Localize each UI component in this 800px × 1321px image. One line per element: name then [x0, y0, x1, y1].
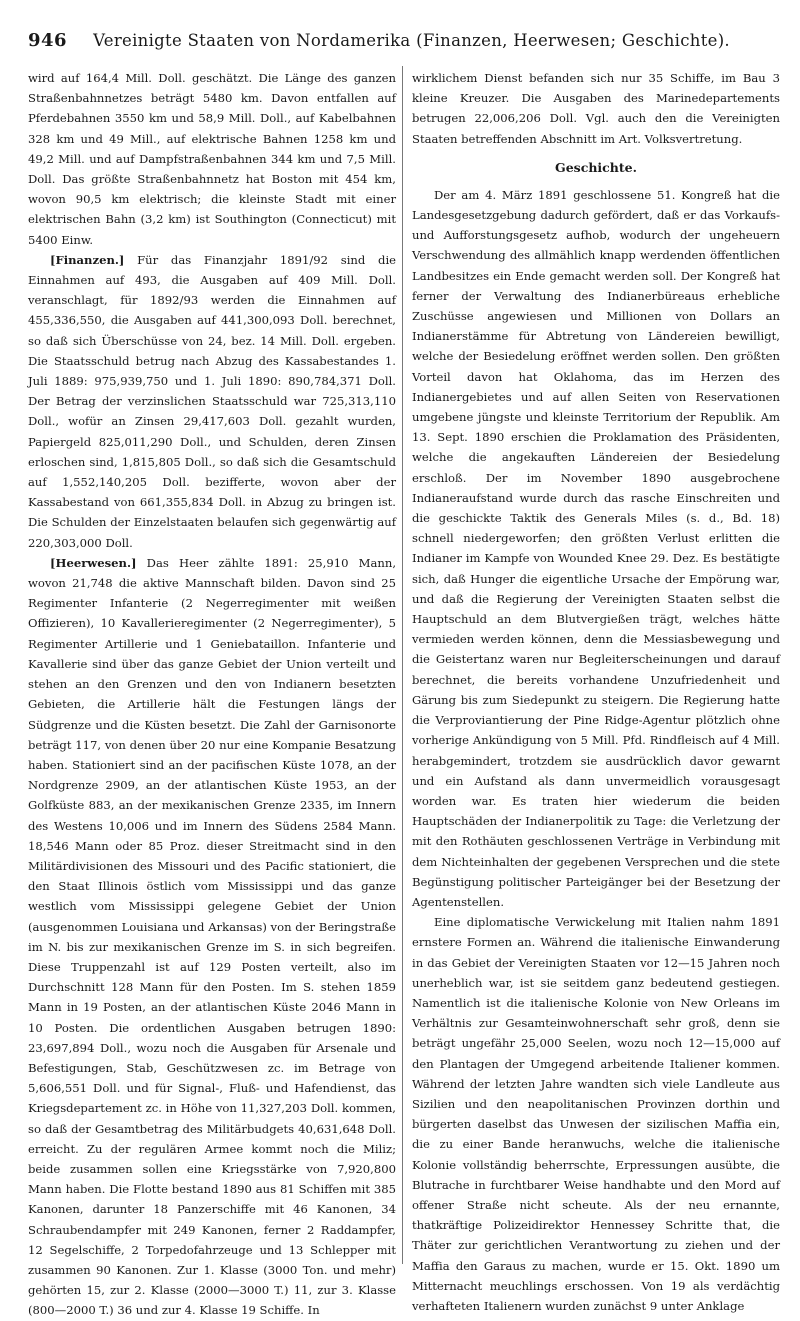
paragraph-army [28, 553, 396, 1321]
paragraph-finances [28, 250, 396, 553]
paragraph-street-railways: wird auf 164,4 Mill. Doll. geschätzt. Die Länge des ganzen Straßenbahnnetzes beträgt 5480 km. Davon entfallen auf Pferdebahnen 3550 km und 58,9 Mill. Doll., auf Kabelbahnen 328 km und 49 Mill., auf elektrische Bahnen 1258 km und 49,2 Mill. und auf Dampfstraßenbahnen 344 km und 7,5 Mill. Doll. Das größte Straßenbahnnetz hat Boston mit 454 km, wovon 90,5 km elektrisch; die kleinste Stadt mit einer elektrischen Bahn (3,2 km) ist Southington (Connecticut) mit 5400 Einw. [28, 71, 396, 247]
paragraph-navy-continued: wirklichem Dienst befanden sich nur 35 Schiffe, im Bau 3 kleine Kreuzer. Die Ausgaben des Marinedepartements betrugen 22,006,206 Doll. Vgl. auch den die Vereinigten Staaten betreffenden Abschnitt im Art. Volksvertretung. [412, 71, 780, 146]
running-title: Vereinigte Staaten von Nordamerika (Finanzen, Heerwesen; Geschichte). [93, 31, 730, 50]
army-text: Das Heer zählte 1891: 25,910 Mann, wovon 21,748 die aktive Mannschaft bilden. Davon sind 25 Regimenter Infanterie (2 Negerregimenter mit weißen Offizieren), 10 Kavallerieregimenter (2 Negerregimenter), 5 Regimenter Artillerie und 1 Geniebataillon. Infanterie und Kavallerie sind über das ganze Gebiet der Union verteilt und stehen an den Grenzen und den von Indianern besetzten Gebieten, die Artillerie hält die Festungen längs der Südgrenze und die Küsten besetzt. Die Zahl der Garnisonorte beträgt 117, von denen über 20 nur eine Kompanie Besatzung haben. Stationiert sind an der pacifischen Küste 1078, an der Nordgrenze 2909, an der atlantischen Küste 1953, an der Golfküste 883, an der mexikanischen Grenze 2335, im Innern des Westens 10,006 und im Innern des Südens 2584 Mann. 18,546 Mann oder 85 Proz. dieser Streitmacht sind in den Militärdivisionen des Missouri und des Pacific stationiert, die den Staat Illinois östlich vom Mississippi und das ganze westlich vom Mississippi gelegene Gebiet der Union (ausgenommen Louisiana und Arkansas) von der Beringstraße im N. bis zur mexikanischen Grenze im S. in sich begreifen. Diese Truppenzahl ist auf 129 Posten verteilt, also im Durchschnitt 128 Mann für den Posten. Im S. stehen 1859 Mann in 19 Posten, an der atlantischen Küste 2046 Mann in 10 Posten. Die ordentlichen Ausgaben betrugen 1890: 23,697,894 Doll., wozu noch die Ausgaben für Arsenale und Befestigungen, Stab, Geschützwesen zc. im Betrage von 5,606,551 Doll. und für Signal-, Fluß- und Hafendienst, das Kriegsdepartement zc. in Höhe von 11,327,203 Doll. kommen, so daß der Gesamtbetrag des Militärbudgets 40,631,648 Doll. erreicht. Zu der regulären Armee kommt noch die Miliz; beide zusammen sollen eine Kriegsstärke von 7,920,800 Mann haben. Die Flotte bestand 1890 aus 81 Schiffen mit 385 Kanonen, darunter 18 Panzerschiffe mit 46 Kanonen, 34 Schraubendampfer mit 249 Kanonen, ferner 2 Raddampfer, 12 Segelschiffe, 2 Torpedofahrzeuge und 13 Schlepper mit zusammen 90 Kanonen. Zur 1. Klasse (3000 Ton. und mehr) gehörten 15, zur 2. Klasse (2000—3000 T.) 11, zur 3. Klasse (800—2000 T.) 36 und zur 4. Klasse 19 Schiffe. In [28, 555, 397, 1318]
finances-text: Für das Finanzjahr 1891/92 sind die Einnahmen auf 493, die Ausgaben auf 409 Mill. Doll. veranschlagt, für 1892/93 werden die Einnahmen auf 455,336,550, die Ausgaben auf 441,300,093 Doll. berechnet, so daß sich Überschüsse von 24, bez. 14 Mill. Doll. ergeben. Die Staatsschuld betrug nach Abzug des Kassabestandes 1. Juli 1889: 975,939,750 und 1. Juli 1890: 890,784,371 Doll. Der Betrag der verzinslichen Staatsschuld war 725,313,110 Doll., wofür an Zinsen 29,417,603 Doll. gezahlt wurden, Papiergeld 825,011,290 Doll., und Schulden, deren Zinsen erloschen sind, 1,815,805 Doll., so daß sich die Gesamtschuld auf 1,552,140,205 Doll. bezifferte, wovon aber der Kassabestand von 661,355,834 Doll. in Abzug zu bringen ist. Die Schulden der Einzelstaaten belaufen sich gegenwärtig auf 220,303,000 Doll. [28, 252, 397, 550]
right-column [412, 68, 780, 1313]
section-label-heerwesen: [Heerwesen.] [50, 555, 137, 570]
paragraph-congress: Der am 4. März 1891 geschlossene 51. Kongreß hat die Landesgesetzgebung dadurch gefördert, daß er das Vorkaufs- und Aufforstungsgesetz aufhob, wodurch der ungeheuern Verschwendung des allmählich knapp werdenden öffentlichen Landbesitzes ein Ende gemacht werden soll. Der Kongreß hat ferner der Verwaltung des Indianerbüreaus erhebliche Zuschüsse angewiesen und Millionen von Dollars an Indianerstämme für Abtretung von Ländereien bewilligt, welche der Besiedelung eröffnet werden sollen. Den größten Vorteil davon hat Oklahoma, das im Herzen des Indianergebietes und auf allen Seiten von Reservationen umgebene jüngste und kleinste Territorium der Republik. Am 13. Sept. 1890 erschien die Proklamation des Präsidenten, welche die angekauften Ländereien der Besiedelung erschloß. Der im November 1890 ausgebrochene Indianeraufstand wurde durch das rasche Einschreiten und die geschickte Taktik des Generals Miles (s. d., Bd. 18) schnell niedergeworfen; den größten Verlust erlitten die Indianer im Kampfe von Wounded Knee 29. Dez. Es bestätigte sich, daß Hunger die eigentliche Ursache der Empörung war, und daß die Regierung der Vereinigten Staaten selbst die Hauptschuld an dem Blutvergießen trägt, welches hätte vermieden werden können, denn die Messiasbewegung und die Geistertanz waren nur Begleiterscheinungen und darauf berechnet, die bereits vorhandene Unzufriedenheit und Gärung bis zum Siedepunkt zu steigern. Die Regierung hatte die Verproviantierung der Pine Ridge-Agentur plötzlich ohne vorherige Ankündigung von 5 Mill. Pfd. Rindfleisch auf 4 Mill. herabgemindert, trotzdem sie ausdrücklich davor gewarnt und ein Aufstand als dann unvermeidlich vorausgesagt worden war. Es traten hier wiederum die beiden Hauptschäden der Indianerpolitik zu Tage: die Verletzung der mit den Rothäuten geschlossenen Verträge in Verbindung mit dem Nichteinhalten der gegebenen Versprechen und die stete Begünstigung politischer Parteigänger bei der Besetzung der Agentenstellen. [412, 187, 780, 909]
section-heading-geschichte: Geschichte. [555, 159, 637, 175]
paragraph-italy: Eine diplomatische Verwickelung mit Italien nahm 1891 ernstere Formen an. Während die italienische Einwanderung in das Gebiet der Vereinigten Staaten vor 12—15 Jahren noch unerheblich war, ist sie seitdem ganz bedeutend gestiegen. Namentlich ist die italienische Kolonie von New Orleans im Verhältnis zur Gesamteinwohnerschaft sehr groß, denn sie beträgt ungefähr 25,000 Seelen, wozu noch 12—15,000 auf den Plantagen der Umgegend arbeitende Italiener kommen. Während der letzten Jahre wandten sich viele Landleute aus Sizilien und den neapolitanischen Provinzen dorthin und bürgerten daselbst das Unwesen der sizilischen Maffia ein, die zu einer Bande heranwuchs, welche die italienische Kolonie vollständig beherrschte, Erpressungen ausübte, die Blutrache in furchtbarer Weise handhabte und den Mord auf offener Straße nicht scheute. Als der neu ernannte, thatkräftige Polizeidirektor Hennessey Schritte that, die Thäter zur gerichtlichen Verantwortung zu ziehen und der Maffia den Garaus zu machen, wurde er 15. Okt. 1890 um Mitternacht meuchlings erschossen. Von 19 als verdächtig verhafteten Italienern wurden zunächst 9 unter Anklage [412, 915, 780, 1313]
left-column [28, 68, 397, 1318]
page-header [28, 30, 772, 62]
section-label-finanzen: [Finanzen.] [50, 252, 125, 267]
page-number: 946 [28, 30, 68, 51]
column-divider [402, 66, 403, 1264]
